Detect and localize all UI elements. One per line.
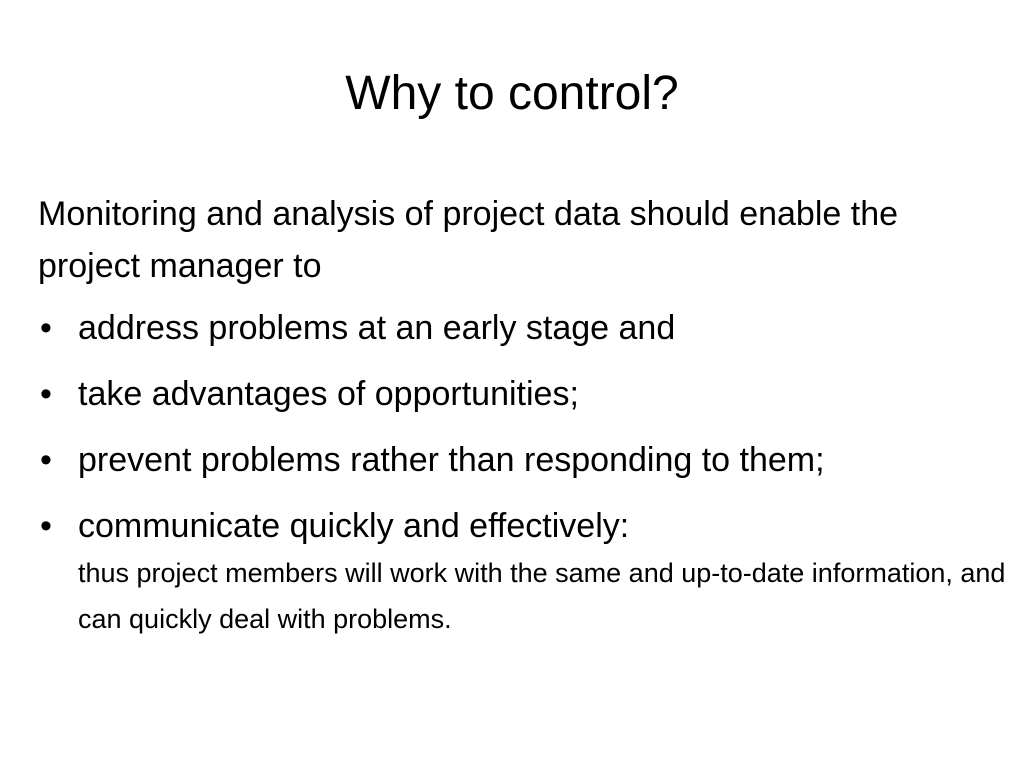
- bullet-list: [38, 302, 1018, 642]
- bullet-item: [38, 500, 1018, 642]
- bullet-item: [38, 434, 1018, 486]
- bullet-icon: •: [40, 375, 52, 413]
- bullet-item: [38, 368, 1018, 420]
- bullet-text: prevent problems rather than responding to them;: [78, 441, 825, 479]
- slide-body: [38, 188, 1018, 656]
- intro-text: Monitoring and analysis of project data should enable the project manager to: [38, 195, 899, 285]
- sub-note-text: thus project members will work with the same and up-to-date information, and can quickly deal with problems.: [78, 558, 1006, 634]
- slide-title: Why to control?: [345, 67, 679, 120]
- bullet-item: [38, 302, 1018, 354]
- bullet-icon: •: [40, 309, 52, 347]
- bullet-icon: •: [40, 507, 52, 545]
- bullet-text: communicate quickly and effectively:: [78, 507, 630, 545]
- bullet-text: address problems at an early stage and: [78, 309, 676, 347]
- bullet-icon: •: [40, 441, 52, 479]
- bullet-text: take advantages of opportunities;: [78, 375, 579, 413]
